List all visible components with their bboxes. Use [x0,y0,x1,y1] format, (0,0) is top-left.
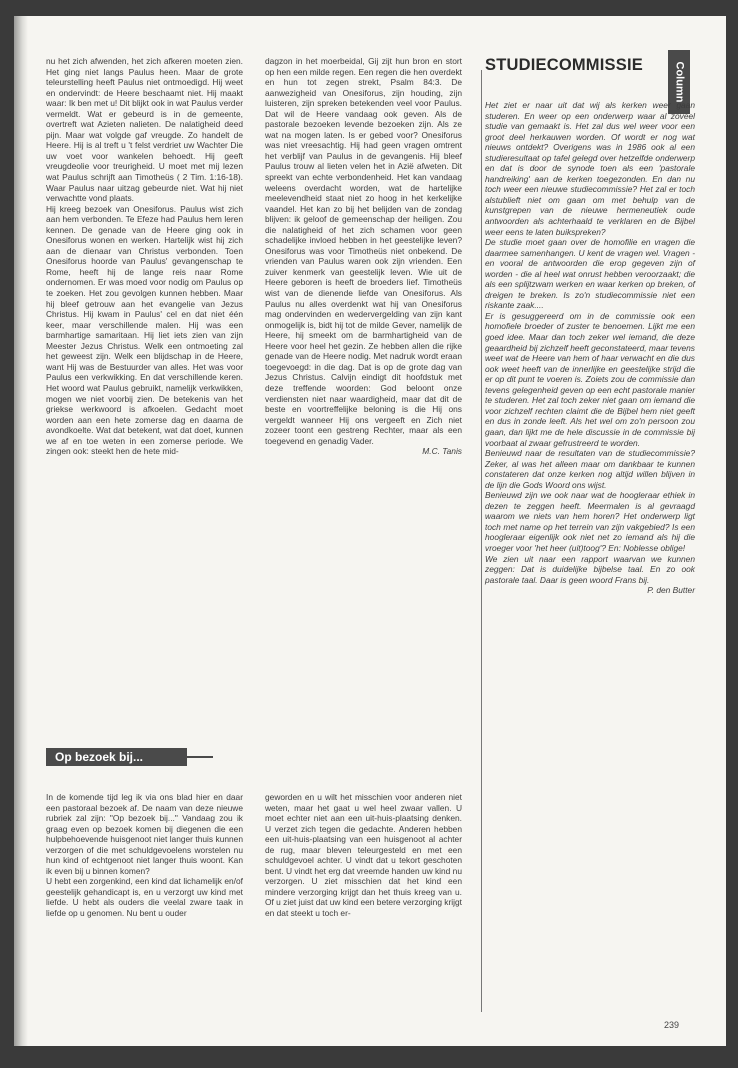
paragraph: De studie moet gaan over de homofilie en vragen die daarmee samenhangen. U kent de vragen wel. Vragen - en vooral de antwoorden die erop gegeven zijn of worden - die al heel wat onrust hebben veroorzaakt; die als een splijtzwam werken en waar kerken op breken, of dreigen te breken. Is zo'n studiecommissie niet een riskante zaak.... [485,237,695,311]
paragraph: Het ziet er naar uit dat wij als kerken weer gaan studeren. En weer op een onderwerp waar al zoveel studie van gemaakt is. Het zal dus wel weer voor een groot deel herkauwen worden. Of wordt er nog wat nieuws ontdekt? Overigens was in 1986 ook al een studieresultaat op tafel gelegd over hetzelfde onderwerp en dat is door de synode toen als een 'pastorale handreiking' aan de kerken toegezonden. En dan nu toch weer een nieuwe studiecommissie? Het zal er toch alstublieft niet om gaan om met behulp van de kunstgrepen van de nieuwe hermeneutiek oude antwoorden als achterhaald te verklaren en de Bijbel weer eens te laten buikspreken? [485,100,695,237]
paragraph: Hij kreeg bezoek van Onesiforus. Paulus wist zich aan hem verbonden. Te Efeze had Paulus hem leren kennen. De genade van de Heere ging ook in Onesiforus wonen en werken. Hartelijk wist hij zich aan de dienaar van Christus verbonden. Toen Onesiforus hoorde van Paulus' gevangenschap te Rome, heeft hij de lange reis naar Rome ondernomen. Er was moed voor nodig om Paulus op te zoeken. Het zou gevolgen kunnen hebben. Maar hij bleef getrouw aan het evangelie van Jezus Christus. Hij kwam in Paulus' cel en dat niet één keer, maar verschillende malen. Hij was een barmhartige samaritaan. Hij liet iets zien van zijn Meester Jezus Christus. Welk een ontmoeting zal het geweest zijn. Welk een blijdschap in de Heere, want Hij was de Bestuurder van alles. Het was voor Paulus een verkwikking. En dat verschillende keren. Het woord wat Paulus gebruikt, namelijk verkwikken, mogen we niet voorbij zien. De betekenis van het griekse werkwoord is afkoelen. Gedacht moet worden aan een hete zomerse dag en daarna de avondkoelte. Wat dat betekent, wat dat doet, kunnen we af en toe weten in een zomerse periode. We zingen ook: steekt hen de hete mid- [46,203,243,457]
column-2-top [265,56,462,457]
op-bezoek-column-1 [46,792,243,919]
author-signature: P. den Butter [647,585,695,596]
studiecommissie-column [485,100,695,596]
op-bezoek-heading: Op bezoek bij... [46,748,187,766]
magazine-page [14,16,726,1046]
heading-rule [184,756,213,758]
paragraph: Er is gesuggereerd om in de commissie ook een homofiele broeder of zuster te benoemen. Lijkt me een goed idee. Maar dan toch zeker wel iemand, die deze geaardheid bij zichzelf heeft geconstateerd, maar tevens weet wat de Heere van hem of haar verwacht en die dus ook weet heeft van de innerlijke en geestelijke strijd die er op dit punt te voeren is. Zoiets zou de commissie dan tevens gelegenheid geven op een echt pastorale manier te studeren. Het zal toch zeker niet gaan om iemand die voor zichzelf rechten claimt die de Bijbel hem niet geeft en dus in zonde leeft. Als het wel om zo'n persoon zou gaan, dan lijkt me de hele discussie in de commissie bij voorbaat al zwaar gefrustreerd te worden. [485,310,695,448]
paragraph: Benieuwd naar de resultaten van de studiecommissie? Zeker, al was het alleen maar om dankbaar te kunnen constateren dat onze kerken nog altijd willen blijven in de lijn die Gods Woord ons wijst. [485,448,695,490]
paragraph: U hebt een zorgenkind, een kind dat lichamelijk en/of geestelijk gehandicapt is, en u verzorgt uw kind met liefde. U hebt als ouders die veelal zware taak in liefde op u genomen. Nu bent u ouder [46,876,243,919]
paragraph: Benieuwd zijn we ook naar wat de hoogleraar ethiek in dezen te zeggen heeft. Meermalen is al gevraagd waarom we niets van hem horen? Het onderwerp ligt toch met name op het terrein van zijn vakgebied? Is een hoogleraar eigenlijk ook niet net zo iemand als hij die vroeger voor 'het heer (uit)toog'? En: Noblesse oblige! [485,490,695,553]
paragraph: nu het zich afwenden, het zich afkeren moeten zien. Het ging niet langs Paulus heen. Maar de grote teleurstelling heeft Paulus niet ontmoedigd. Hij weet en ondervindt: de Heere beschaamt niet. Hij maakt waar: Ik ben met u! Dit blijkt ook in wat Paulus verder vermeldt. Wat er gebeurd is in de gemeente, overtreft wat Azieten nalieten. De nalatigheid deed pijn. Maar wat volgde gaf vreugde. Zo handelt de Heere. Hij is al treft u 't felst verdriet uw Wachter Die uw voet voor wankelen behoedt. Hij geeft vreugdeolie voor treurigheid. U moet met mij lezen wat Paulus schrijft aan Timotheüs ( 2 Tim. 1:16-18). Waar Paulus naar uitzag gebeurde niet. Wat hij niet verwachtte vond plaats. [46,56,243,204]
page-number: 239 [664,1020,680,1030]
page-spine-shadow [14,16,28,1046]
column-divider [481,70,482,1012]
column-1-top [46,56,243,457]
studiecommissie-title: STUDIECOMMISSIE [485,56,643,74]
column-tab-label: Column [673,61,686,103]
paragraph: We zien uit naar een rapport waarvan we kunnen zeggen: Dat is duidelijke bijbelse taal. En zo ook pastorale taal. Daar is geen woord Frans bij. [485,553,695,585]
op-bezoek-column-2 [265,792,462,919]
paragraph: dagzon in het moerbeidal, Gij zijt hun bron en stort op hen een milde regen. Een regen die hen overdekt en hun tot zegen strekt, Psalm 84:3. De aanwezigheid van Onesiforus, zijn houding, zijn luisteren, zijn spreken betekenden veel voor Paulus. Dat wil de Heere vandaag ook geven. Als de pastorale bezoeken levende bezoeken zijn. Als ze wat na mogen laten. Is er gebed voor? Onesiforus was niet vreesachtig. Hij had geen vragen omtrent het verblijf van Paulus in de gevangenis. Hij bleef Paulus trouw al lieten velen het in Azië afweten. Dit spreekt van echte verbondenheid. Het kan vandaag weleens overdacht worden, wat de hartelijke meelevendheid staat niet zo hoog in het kerkelijke vaandel. Het kan zo bij het belijden van de zondag blijven: ik geloof de gemeenschap der heiligen. Zou die nalatigheid of het zich schamen voor geen schadelijke invloed hebben in het geestelijke leven? Onesiforus was voor Timotheüs niet onbekend. De vrienden van Paulus waren ook zijn vrienden. Een zuiver kenmerk van geestelijk leven. Wie uit de Heere geboren is heeft de broeders lief. Timotheüs wist van de dienende liefde van Onesiforus. Als Paulus nu alles overdenkt wat hij van Onesiforus mag ondervinden en wedervergelding van zijn kant onmogelijk is, bidt hij tot de milde Gever, namelijk de Heere, hij smeekt om de barmhartigheid van de Heere voor heel het gezin. Ze hebben allen die rijke genade van de Heere nodig. Met nadruk wordt eraan toegevoegd: in die dag. Dat is op de grote dag van Jezus Christus. Calvijn eindigt dit hoofdstuk met deze treffende woorden: God beloont onze verdiensten niet naar waardigheid, maar dat dit de beste en voortreffelijke beloning is die Hij ons vergeldt wanneer Hij ons vergeeft en Zich niet zozeer toont een gestreng Rechter, maar als een toegevend en genadig Vader. [265,56,462,446]
paragraph: geworden en u wilt het misschien voor anderen niet weten, maar het gaat u wel heel zwaar vallen. U moet echter niet aan een uit-huis-plaatsing denken. U verzet zich tegen die gedachte. Anderen hebben een uit-huis-plaatsing van een huisgenoot al achter de rug, maar bleven teleurgesteld en met een schuldgevoel achter. U vindt dat u tekort geschoten bent. U vindt het erg dat vreemde handen uw kind nu verzorgen. U ziet misschien dat het kind een mindere verzorging krijgt dan het thuis kreeg van u. Of u ziet juist dat uw kind een betere verzorging krijgt en dat steekt u toch er- [265,792,462,919]
paragraph: In de komende tijd leg ik via ons blad hier en daar een pastoraal bezoek af. De naam van deze nieuwe rubriek zal zijn: "Op bezoek bij..." Vandaag zou ik graag even op bezoek komen bij diegenen die een hulpbehoevende huisgenoot niet langer thuis kunnen verzorgen of die met schuldgevoelens worstelen nu hun kind of echtgenoot niet langer thuis woont. Kan ik even bij u binnen komen? [46,792,243,876]
author-signature: M.C. Tanis [422,446,462,457]
